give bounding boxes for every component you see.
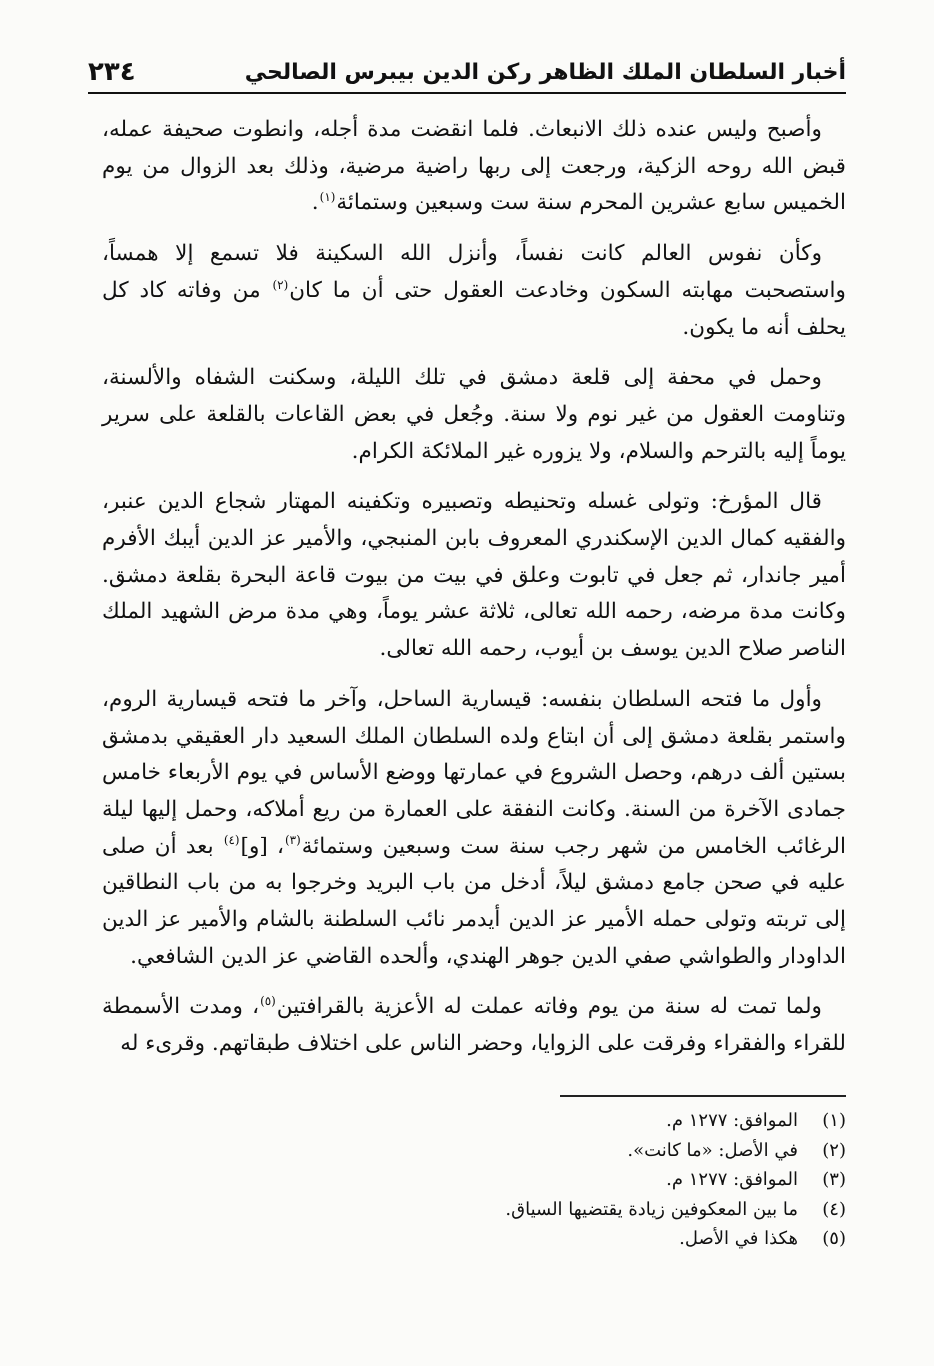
footnote xyxy=(426,1224,846,1254)
footnote xyxy=(426,1136,846,1166)
footnote-text: في الأصل: «ما كانت». xyxy=(627,1139,798,1161)
footnote-number: (٢) xyxy=(822,1139,846,1161)
footnote-text: الموافق: ١٢٧٧ م. xyxy=(666,1169,798,1190)
paragraph: وأول ما فتحه السلطان بنفسه: قيسارية الساحل، وآخر ما فتحه قيسارية الروم، واستمر بقلعة دمشق إلى أن ابتاع ولده السلطان الملك السعيد دار العقيقي بدمشق بستين ألف درهم، وحصل الشروع في عمارتها ووضع الأساس في يوم الأربعاء خامس جمادى الآخرة من السنة. وكانت النفقة على العمارة من ريع أملاكه، وحمل إليها ليلة الرغائب الخامس من شهر رجب سنة ست وسبعين وستمائة$^{(٣)}$، [و]$^{(٤)}$ بعد أن صلى عليه في صحن جامع دمشق ليلاً، أدخل من باب البريد وخرجوا به من باب النطاقين إلى تربته وتولى حمله الأمير عز الدين أيدمر نائب السلطنة بالشام والأمير عز الدين الداودار والطواشي صفي الدين جوهر الهندي، وألحده القاضي عز الدين الشافعي. xyxy=(102,686,846,969)
page-number: ٢٣٤ xyxy=(88,57,136,87)
footnote-ref: (٥) xyxy=(260,994,276,1009)
page-header xyxy=(88,52,846,94)
footnote-ref: (٣) xyxy=(285,833,301,848)
footnote-number: (١) xyxy=(822,1110,846,1131)
main-text xyxy=(102,112,846,1063)
paragraph: وأصبح وليس عنده ذلك الانبعاث. فلما انقضت مدة أجله، وانطوت صحيفة عمله، قبض الله روحه الزكية، ورجعت إلى ربها راضية مرضية، وذلك بعد الزوال من يوم الخميس سابع عشرين المحرم سنة ست وسبعين وستمائة$^{(١)}$. xyxy=(102,117,846,216)
paragraph: وكأن نفوس العالم كانت نفساً، وأنزل الله السكينة فلا تسمع إلا همساً، واستصحبت مهابته السكون وخادعت العقول حتى أن ما كان$^{(٢)}$ من وفاته كاد كل يحلف أنه ما يكون. xyxy=(102,241,846,340)
running-title: أخبار السلطان الملك الظاهر ركن الدين بيبرس الصالحي xyxy=(244,59,846,85)
footnote xyxy=(426,1106,846,1136)
paragraph: وحمل في محفة إلى قلعة دمشق في تلك الليلة، وسكنت الشفاه والألسنة، وتناومت العقول من غير نوم ولا سنة. وجُعل في بعض القاعات بالقلعة على سرير يوماً إليه بالترحم والسلام، ولا يزوره غير الملائكة الكرام. xyxy=(102,365,846,464)
footnote-number: (٤) xyxy=(822,1198,846,1220)
footnote-text: الموافق: ١٢٧٧ م. xyxy=(666,1110,798,1131)
footnote xyxy=(426,1165,846,1195)
footnote-ref: (١) xyxy=(319,190,336,205)
footnote-separator xyxy=(560,1095,846,1097)
footnote-ref: (٢) xyxy=(272,277,289,292)
footnotes xyxy=(426,1106,846,1254)
footnote xyxy=(426,1195,846,1225)
footnote-number: (٥) xyxy=(822,1228,846,1249)
footnote-text: هكذا في الأصل. xyxy=(679,1228,798,1249)
footnote-ref: (٤) xyxy=(223,833,240,848)
paragraph: قال المؤرخ: وتولى غسله وتحنيطه وتصبيره وتكفينه المهتار شجاع الدين عنبر، والفقيه كمال الدين الإسكندري المعروف بابن المنبجي، والأمير عز الدين أيبك الأفرم أمير جاندار، ثم جعل في تابوت وعلق في بيت من بيوت قاعة البحرة بقلعة دمشق. وكانت مدة مرضه، رحمه الله تعالى، ثلاثة عشر يوماً، وهي مدة مرض الشهيد الملك الناصر صلاح الدين يوسف بن أيوب، رحمه الله تعالى. xyxy=(102,489,846,662)
footnote-text: ما بين المعكوفين زيادة يقتضيها السياق. xyxy=(505,1198,798,1220)
paragraph: ولما تمت له سنة من يوم وفاته عملت له الأعزية بالقرافتين$^{(٥)}$، ومدت الأسمطة للقراء والفقراء وفرقت على الزوايا، وحضر الناس على اختلاف طبقاتهم. وقرىء له xyxy=(102,994,846,1057)
footnote-number: (٣) xyxy=(822,1169,846,1190)
